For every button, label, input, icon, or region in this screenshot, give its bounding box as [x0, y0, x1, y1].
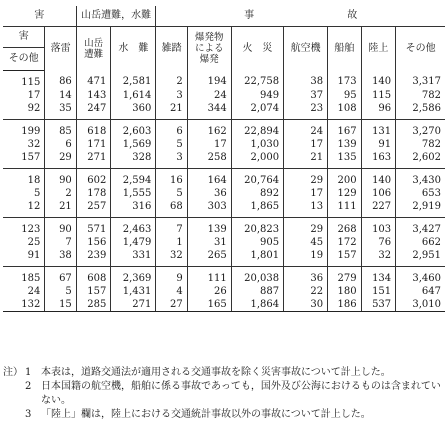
- table-cell: 36: [187, 187, 231, 200]
- table-cell: 123: [21, 223, 41, 235]
- table-cell: 1,801: [231, 249, 283, 267]
- table-cell: 285: [76, 298, 111, 312]
- table-cell: 17: [284, 187, 328, 200]
- table-cell: 185: [21, 272, 41, 284]
- table-cell: 3: [156, 89, 187, 102]
- table-cell: 32: [156, 249, 187, 267]
- table-cell: 782: [396, 89, 445, 102]
- table-cell: 2,463: [111, 218, 156, 237]
- table-row: [3, 169, 445, 188]
- table-cell: 2,586: [396, 102, 445, 120]
- table-cell: 618: [76, 120, 111, 139]
- table-cell: 2,369: [111, 267, 156, 286]
- table-cell: 4: [156, 285, 187, 298]
- header-crush: 雑踏: [156, 27, 187, 71]
- table-header: [3, 6, 445, 71]
- table-cell: 316: [111, 200, 156, 218]
- table-cell: 156: [76, 236, 111, 249]
- table-cell: 279: [328, 267, 362, 286]
- table-cell: 90: [45, 169, 76, 188]
- table-cell: 537: [361, 298, 396, 312]
- header-accident-left: 事: [244, 10, 255, 21]
- table-cell: 22,894: [231, 120, 283, 139]
- table-cell: 95: [328, 89, 362, 102]
- table-cell: 1,614: [111, 89, 156, 102]
- table-cell: 132: [3, 298, 45, 312]
- table-cell: 3,460: [396, 267, 445, 286]
- table-row: [3, 236, 445, 249]
- table-cell: 471: [76, 71, 111, 90]
- table-cell: 29: [284, 169, 328, 188]
- table-cell: 257: [76, 200, 111, 218]
- table-cell: 1,555: [111, 187, 156, 200]
- table-cell: 178: [76, 187, 111, 200]
- header-harm-fragment: 害: [3, 6, 76, 27]
- table-cell: 344: [187, 102, 231, 120]
- table-cell: 21: [284, 151, 328, 169]
- table-cell: 5: [156, 138, 187, 151]
- header-land: 陸上: [361, 27, 396, 71]
- footnotes: [3, 366, 445, 422]
- table-cell: 67: [45, 267, 76, 286]
- table-cell: 35: [45, 102, 76, 120]
- table-row: [3, 89, 445, 102]
- table-cell: 143: [76, 89, 111, 102]
- table-cell: 68: [156, 200, 187, 218]
- table-cell: 91: [361, 138, 396, 151]
- table-cell: 887: [231, 285, 283, 298]
- table-cell: 85: [45, 120, 76, 139]
- table-cell: 23: [284, 102, 328, 120]
- table-cell: 647: [396, 285, 445, 298]
- table-cell: 2,602: [396, 151, 445, 169]
- table-cell: 29: [284, 218, 328, 237]
- table-cell: 331: [111, 249, 156, 267]
- table-cell: 157: [76, 285, 111, 298]
- table-cell: 905: [231, 236, 283, 249]
- header-ship: 船舶: [328, 27, 362, 71]
- header-fire: 火 災: [231, 27, 283, 71]
- table-row: [3, 249, 445, 267]
- table-row: [3, 151, 445, 169]
- table-cell: 18: [27, 174, 41, 186]
- table-cell: 194: [187, 71, 231, 90]
- table-cell: 36: [284, 267, 328, 286]
- header-mountain: [76, 27, 111, 71]
- table-cell: 165: [187, 298, 231, 312]
- table-row: [3, 285, 445, 298]
- table-cell: 90: [45, 218, 76, 237]
- table-cell: 17: [284, 138, 328, 151]
- table-cell: 139: [328, 138, 362, 151]
- table-cell: 22,758: [231, 71, 283, 90]
- table-cell: 782: [396, 138, 445, 151]
- footnote-text: 「陸上」欄は，陸上における交通統計事故以外の事故について計上した。: [41, 409, 371, 420]
- table-cell: 9: [156, 267, 187, 286]
- table-cell: 17: [27, 89, 41, 101]
- table-cell: 1,569: [111, 138, 156, 151]
- table-cell: 24: [284, 120, 328, 139]
- table-cell: 2,919: [396, 200, 445, 218]
- table-cell: 21: [45, 200, 76, 218]
- table-cell: 86: [45, 71, 76, 90]
- accident-statistics-table: [3, 6, 445, 312]
- footnote-2: [3, 380, 445, 408]
- table-cell: 3,010: [396, 298, 445, 312]
- table-cell: 271: [76, 151, 111, 169]
- table-cell: 6: [156, 120, 187, 139]
- table-row: [3, 120, 445, 139]
- table-cell: 157: [3, 151, 45, 169]
- table-cell: 131: [361, 120, 396, 139]
- table-cell: 164: [187, 169, 231, 188]
- table-cell: 111: [328, 200, 362, 218]
- table-cell: 151: [361, 285, 396, 298]
- table-cell: 13: [284, 200, 328, 218]
- table-cell: 239: [76, 249, 111, 267]
- table-cell: 45: [284, 236, 328, 249]
- table-cell: 12: [3, 200, 45, 218]
- table-cell: 1,030: [231, 138, 283, 151]
- table-row: [3, 71, 445, 90]
- table-cell: 303: [187, 200, 231, 218]
- header-accident: [156, 6, 445, 27]
- table-row: [3, 218, 445, 237]
- table-cell: 5: [156, 187, 187, 200]
- table-cell: 2,603: [111, 120, 156, 139]
- table-cell: 7: [156, 218, 187, 237]
- table-cell: 199: [21, 125, 41, 137]
- table-cell: 15: [45, 298, 76, 312]
- table-cell: 22: [284, 285, 328, 298]
- table-cell: 3: [156, 151, 187, 169]
- table-cell: 135: [328, 151, 362, 169]
- table-cell: 200: [328, 169, 362, 188]
- table-cell: 271: [111, 298, 156, 312]
- footnote-text: 日本国籍の航空機，船舶に係る事故であっても，国外及び公海におけるものは含まれていない。: [41, 381, 441, 406]
- table-cell: 608: [76, 267, 111, 286]
- table-cell: 32: [27, 138, 41, 150]
- table-cell: 17: [187, 138, 231, 151]
- footnote-3: [3, 408, 445, 422]
- table-cell: 134: [361, 267, 396, 286]
- header-lightning: 落雷: [45, 27, 76, 71]
- table-row: [3, 102, 445, 120]
- table-cell: 25: [27, 236, 41, 248]
- table-cell: 129: [328, 187, 362, 200]
- table-cell: 2,581: [111, 71, 156, 90]
- table-cell: 602: [76, 169, 111, 188]
- header-mountain-line1: 山岳: [84, 37, 104, 49]
- table-cell: 2,000: [231, 151, 283, 169]
- table-cell: 2: [156, 71, 187, 90]
- table-cell: 96: [361, 102, 396, 120]
- table-cell: 2: [45, 187, 76, 200]
- footnote-number: 3: [25, 409, 32, 420]
- table-cell: 157: [328, 249, 362, 267]
- table-cell: 20,038: [231, 267, 283, 286]
- table-cell: 37: [284, 89, 328, 102]
- table-cell: 115: [361, 89, 396, 102]
- table-cell: 2,074: [231, 102, 283, 120]
- table-cell: 5: [45, 285, 76, 298]
- header-other-accident: その他: [396, 27, 445, 71]
- table-cell: 1,431: [111, 285, 156, 298]
- table-cell: 140: [361, 169, 396, 188]
- table-cell: 653: [396, 187, 445, 200]
- table-cell: 171: [76, 138, 111, 151]
- table-cell: 26: [187, 285, 231, 298]
- table-cell: 662: [396, 236, 445, 249]
- table-cell: 19: [284, 249, 328, 267]
- table-cell: 3,427: [396, 218, 445, 237]
- header-explosive-line1: 爆発物: [195, 32, 224, 44]
- table-row: [3, 298, 445, 312]
- table-cell: 2,594: [111, 169, 156, 188]
- table-cell: 27: [156, 298, 187, 312]
- table-cell: 2,951: [396, 249, 445, 267]
- table-row: [3, 138, 445, 151]
- header-mountain-water: 山岳遭難，水難: [76, 6, 156, 27]
- table-cell: 38: [284, 71, 328, 90]
- table-cell: 24: [27, 285, 41, 297]
- table-cell: 258: [187, 151, 231, 169]
- table-row: [3, 187, 445, 200]
- table-body: [3, 71, 445, 312]
- table-cell: 16: [156, 169, 187, 188]
- table-cell: 91: [3, 249, 45, 267]
- table-cell: 139: [187, 218, 231, 237]
- table-cell: 32: [361, 249, 396, 267]
- header-explosive: [187, 27, 231, 71]
- table-cell: 167: [328, 120, 362, 139]
- table-cell: 949: [231, 89, 283, 102]
- table-cell: 180: [328, 285, 362, 298]
- table-cell: 173: [328, 71, 362, 90]
- table-row: [3, 200, 445, 218]
- table-cell: 111: [187, 267, 231, 286]
- header-other-disaster: その他: [3, 48, 45, 71]
- table-cell: 186: [328, 298, 362, 312]
- table-cell: 24: [187, 89, 231, 102]
- header-mountain-line2: 遭難: [84, 48, 104, 60]
- footnote-number: 2: [25, 381, 32, 392]
- table-cell: 3,430: [396, 169, 445, 188]
- table-cell: 106: [361, 187, 396, 200]
- table-cell: 76: [361, 236, 396, 249]
- table-cell: 227: [361, 200, 396, 218]
- table-cell: 140: [361, 71, 396, 90]
- table-cell: 1,479: [111, 236, 156, 249]
- table-cell: 20,764: [231, 169, 283, 188]
- table-cell: 92: [3, 102, 45, 120]
- table-cell: 268: [328, 218, 362, 237]
- table-cell: 103: [361, 218, 396, 237]
- table-cell: 3,317: [396, 71, 445, 90]
- table-cell: 247: [76, 102, 111, 120]
- table-cell: 892: [231, 187, 283, 200]
- table-cell: 162: [187, 120, 231, 139]
- header-aircraft: 航空機: [284, 27, 328, 71]
- table-cell: 38: [45, 249, 76, 267]
- table-cell: 7: [45, 236, 76, 249]
- table-cell: 31: [187, 236, 231, 249]
- table-cell: 3,270: [396, 120, 445, 139]
- footnote-label: 注）: [3, 367, 23, 378]
- header-explosive-line2: による: [195, 43, 224, 55]
- table-cell: 1: [156, 236, 187, 249]
- table-cell: 571: [76, 218, 111, 237]
- footnote-number: 1: [25, 367, 32, 378]
- table-cell: 29: [45, 151, 76, 169]
- table-cell: 30: [284, 298, 328, 312]
- header-water: 水 難: [111, 27, 156, 71]
- table-cell: 1,864: [231, 298, 283, 312]
- header-accident-right: 故: [347, 10, 358, 21]
- table-cell: 21: [156, 102, 187, 120]
- footnote-1: [3, 366, 445, 380]
- header-explosive-line3: 爆発: [199, 54, 219, 66]
- table-cell: 108: [328, 102, 362, 120]
- table-cell: 360: [111, 102, 156, 120]
- table-cell: 1,865: [231, 200, 283, 218]
- table-cell: 5: [34, 187, 41, 199]
- table-row: [3, 267, 445, 286]
- table-cell: 20,823: [231, 218, 283, 237]
- table-cell: 115: [21, 76, 41, 88]
- table-cell: 6: [45, 138, 76, 151]
- table-cell: 328: [111, 151, 156, 169]
- footnote-text: 本表は，道路交通法が適用される交通事故を除く災害事故について計上した。: [41, 367, 391, 378]
- header-harm: 害: [3, 27, 45, 48]
- table-cell: 163: [361, 151, 396, 169]
- table-cell: 172: [328, 236, 362, 249]
- table-cell: 265: [187, 249, 231, 267]
- table-cell: 14: [45, 89, 76, 102]
